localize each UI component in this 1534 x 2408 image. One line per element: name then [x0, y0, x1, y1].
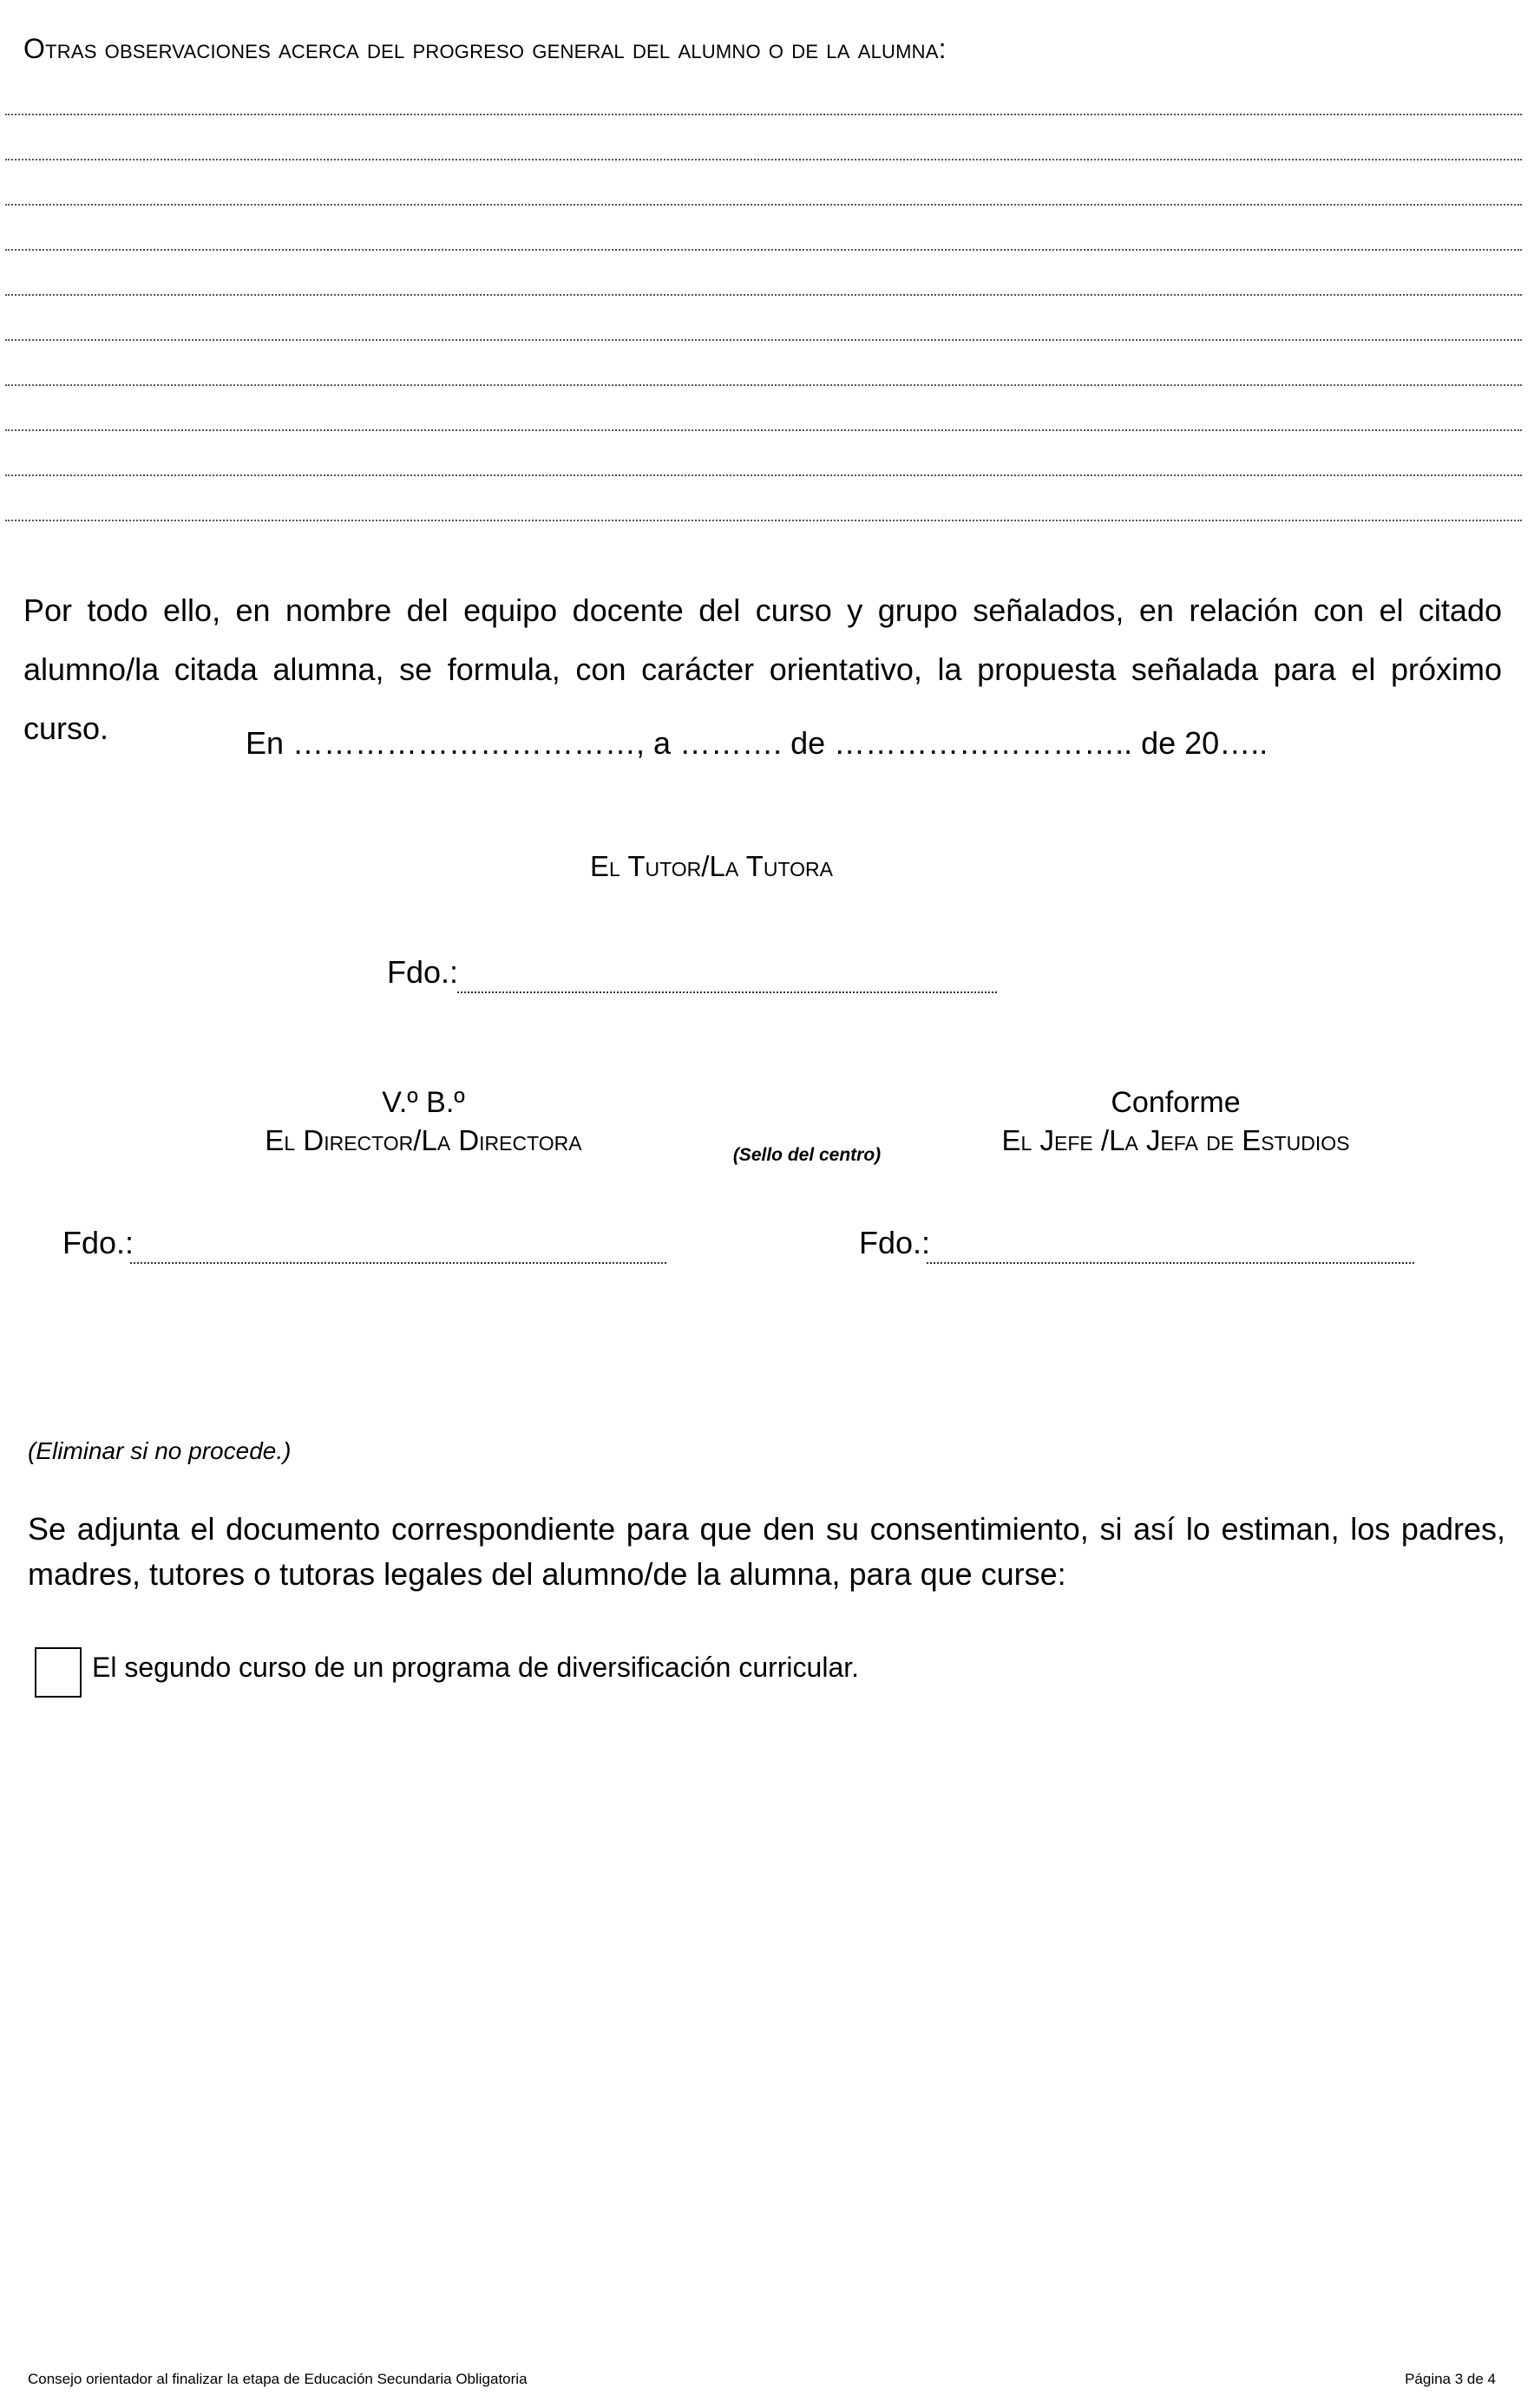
observation-line[interactable]: [5, 204, 1522, 206]
head-of-studies-signature-label: Fdo.:: [859, 1225, 931, 1260]
tutor-title: El Tutor/La Tutora: [590, 850, 833, 882]
director-signature-line[interactable]: [130, 1262, 666, 1264]
observations-title: Otras observaciones acerca del progreso general del alumno o de la alumna:: [23, 33, 947, 64]
observation-line[interactable]: [5, 159, 1522, 160]
seal-label: (Sello del centro): [732, 1145, 882, 1165]
director-title: El Director/La Directora: [265, 1124, 582, 1156]
director-vobo: V.º B.º: [382, 1086, 465, 1119]
observation-line[interactable]: [5, 294, 1522, 296]
tutor-signature-line[interactable]: [457, 991, 997, 993]
footer-page-number: Página 3 de 4: [1405, 2371, 1496, 2387]
observation-line[interactable]: [5, 429, 1522, 431]
head-of-studies-title: El Jefe /La Jefa de Estudios: [1001, 1124, 1350, 1156]
head-of-studies-signature-line[interactable]: [927, 1262, 1414, 1264]
proposal-paragraph: Por todo ello, en nombre del equipo docente del curso y grupo señalados, en relación con el citado alumno/la citada alumna, se formula, con carácter orientativo, la propuesta señalada para el próximo curso.: [23, 592, 1502, 746]
consent-paragraph: Se adjunta el documento correspondiente para que den su consentimiento, si así lo estiman, los padres, madres, tutores o tutoras legales del alumno/de la alumna, para que curse:: [28, 1511, 1505, 1592]
diversification-option-label: El segundo curso de un programa de diversificación curricular.: [92, 1652, 860, 1683]
tutor-signature-label: Fdo.:: [387, 954, 459, 990]
head-of-studies-conforme: Conforme: [1111, 1086, 1241, 1119]
observation-line[interactable]: [5, 520, 1522, 521]
director-signature-label: Fdo.:: [62, 1225, 134, 1260]
footer-document-title: Consejo orientador al finalizar la etapa de Educación Secundaria Obligatoria: [28, 2371, 528, 2387]
observation-line[interactable]: [5, 339, 1522, 341]
observation-line[interactable]: [5, 474, 1522, 476]
observation-line[interactable]: [5, 114, 1522, 115]
date-line[interactable]: En ……………………………, a ………. de ……………………….. de 20…..: [246, 725, 1268, 761]
remove-note: (Eliminar si no procede.): [28, 1437, 292, 1464]
observation-line[interactable]: [5, 249, 1522, 251]
observation-line[interactable]: [5, 384, 1522, 386]
diversification-checkbox[interactable]: [35, 1647, 82, 1698]
